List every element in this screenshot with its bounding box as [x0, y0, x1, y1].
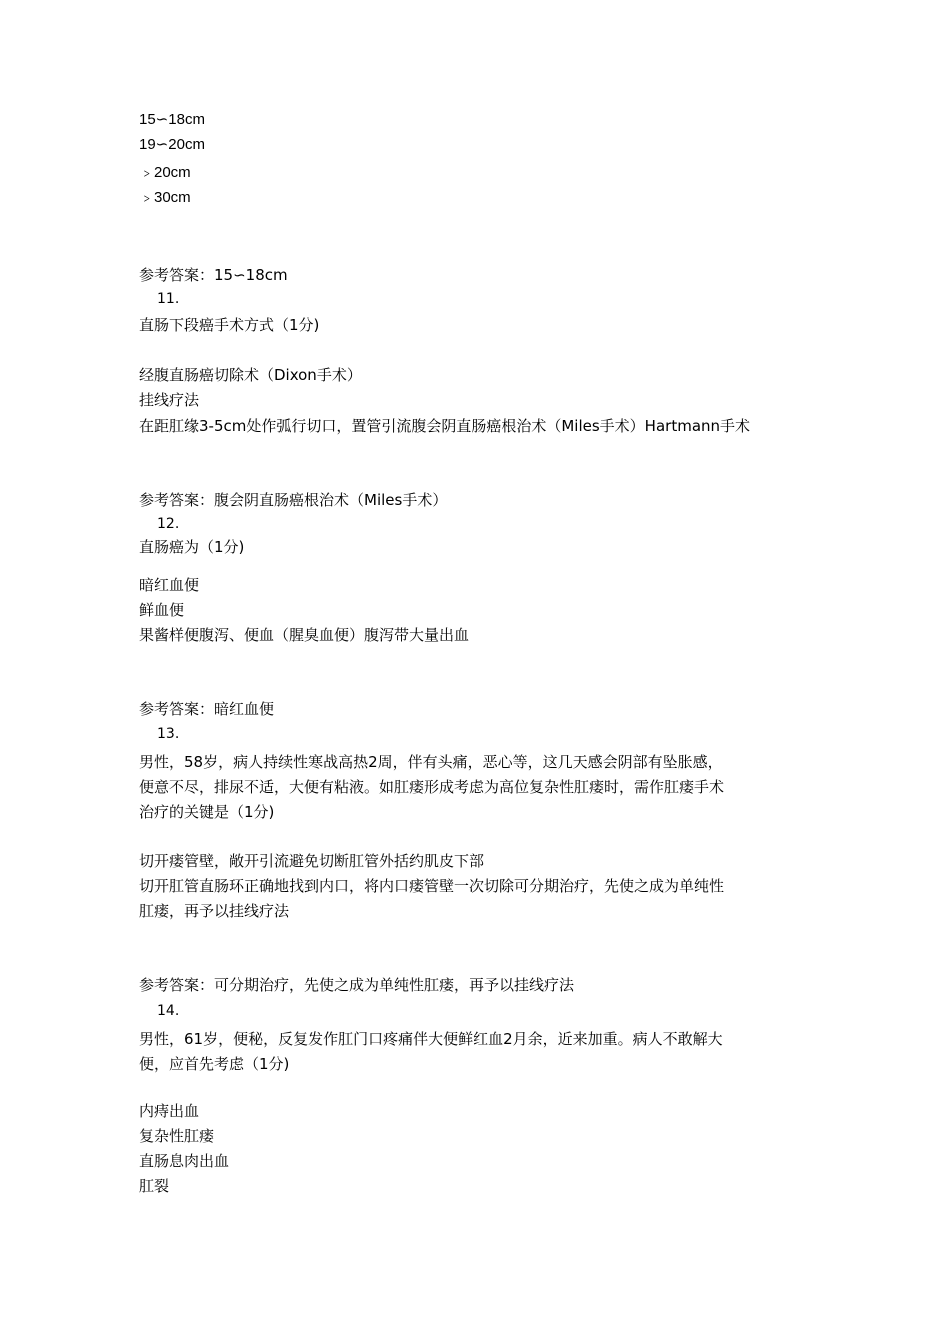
q11-question: 直肠下段癌手术方式（1分) [139, 316, 320, 334]
q13-option-b-continued: 肛瘘，再予以挂线疗法 [139, 902, 290, 920]
q13-question-line-1: 男性，58岁，病人持续性寒战高热2周，伴有头痛，恶心等，这几天感会阴部有坠胀感， [139, 753, 723, 771]
q14-number: 14. [157, 1003, 180, 1019]
q12-option-c: 果酱样便腹泻、便血（腥臭血便）腹泻带大量出血 [139, 626, 470, 644]
q13-answer: 参考答案：可分期治疗，先使之成为单纯性肛瘘，再予以挂线疗法 [139, 976, 575, 994]
q12-question: 直肠癌为（1分) [139, 538, 245, 556]
q12-answer: 参考答案：暗红血便 [139, 700, 275, 718]
q14-option-b: 复杂性肛瘘 [139, 1127, 215, 1145]
q14-option-a: 内痔出血 [139, 1102, 200, 1120]
q12-option-b: 鲜血便 [139, 601, 185, 619]
q14-question-line-1: 男性，61岁，便秘，反复发作肛门口疼痛伴大便鲜红血2月余，近来加重。病人不敢解大 [139, 1030, 723, 1048]
q11-answer: 参考答案：腹会阴直肠癌根治术（Miles手术） [139, 491, 448, 509]
q13-question-line-3: 治疗的关键是（1分) [139, 803, 275, 821]
q10-option-d: ﹥30cm [139, 189, 191, 206]
q10-option-a: 15∽18cm [139, 111, 205, 128]
q13-option-b: 切开肛管直肠环正确地找到内口，将内口瘘管壁一次切除可分期治疗，先使之成为单纯性 [139, 877, 725, 895]
q13-number: 13. [157, 726, 180, 742]
q14-option-d: 肛裂 [139, 1177, 170, 1195]
q13-option-a: 切开瘘管壁，敞开引流避免切断肛管外括约肌皮下部 [139, 852, 485, 870]
q12-option-a: 暗红血便 [139, 576, 200, 594]
q11-option-b: 挂线疗法 [139, 391, 200, 409]
q11-option-c: 在距肛缘3-5cm处作弧行切口，置管引流腹会阴直肠癌根治术（Miles手术）Hartmann手术 [139, 417, 751, 435]
q14-option-c: 直肠息肉出血 [139, 1152, 230, 1170]
q11-option-a: 经腹直肠癌切除术（Dixon手术） [139, 366, 362, 384]
q14-question-line-2: 便，应首先考虑（1分) [139, 1055, 290, 1073]
q12-number: 12. [157, 516, 180, 532]
q13-question-line-2: 便意不尽，排尿不适，大便有粘液。如肛瘘形成考虑为高位复杂性肛瘘时，需作肛瘘手术 [139, 778, 725, 796]
q10-option-b: 19∽20cm [139, 136, 205, 153]
q10-answer: 参考答案：15∽18cm [139, 266, 288, 284]
q10-option-c: ﹥20cm [139, 164, 191, 181]
q11-number: 11. [157, 291, 180, 307]
